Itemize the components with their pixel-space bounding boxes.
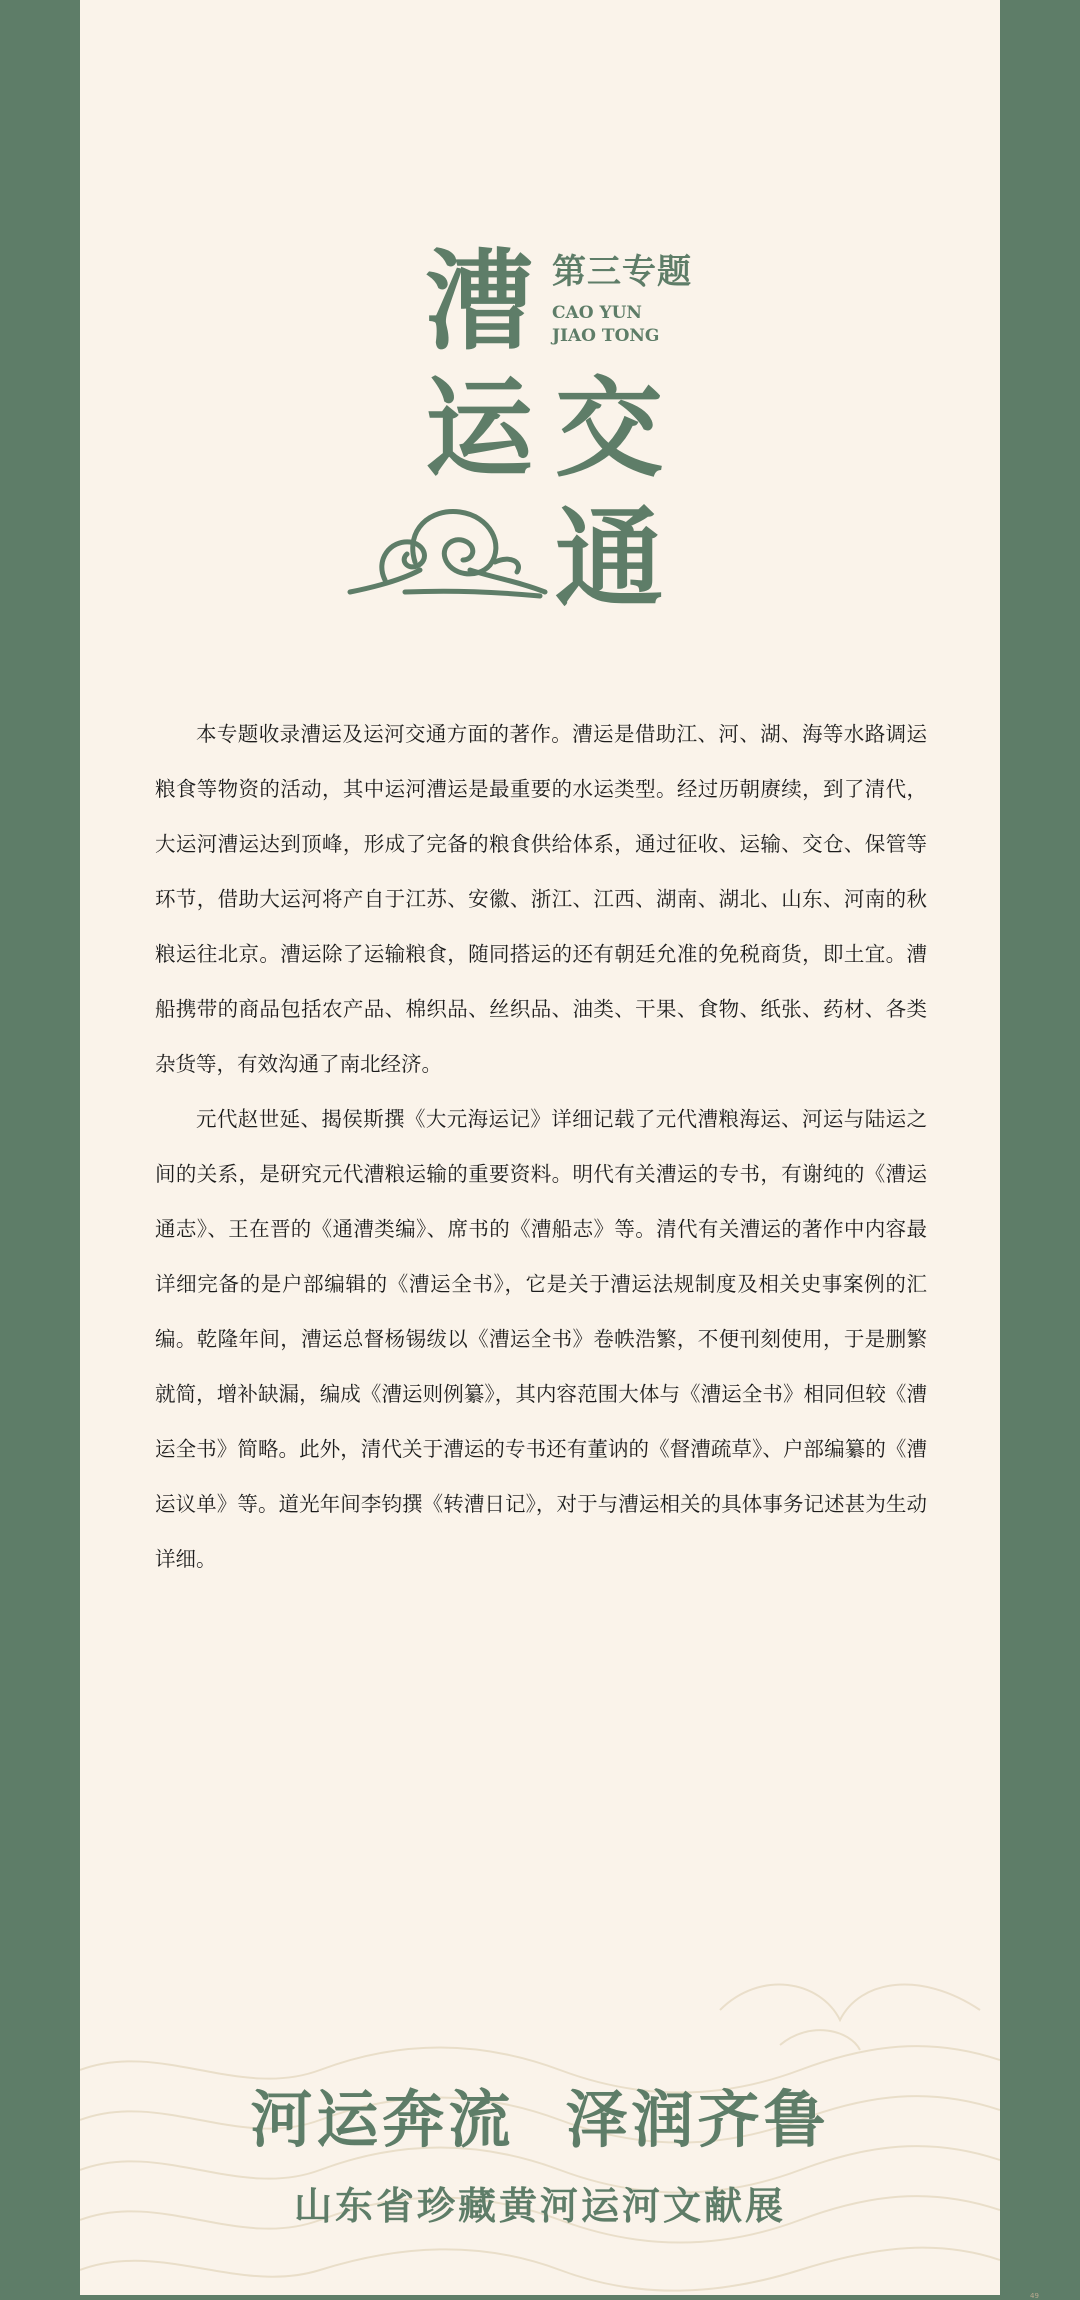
exhibition-name: 山东省珍藏黄河运河文献展	[293, 2183, 786, 2228]
topic-number-label: 第三专题	[552, 252, 692, 292]
title-char-cao: 漕	[425, 239, 534, 365]
auspicious-cloud-icon	[345, 500, 555, 600]
page-number: 49	[1030, 2292, 1039, 2300]
title-block	[80, 0, 1000, 640]
pinyin-title	[552, 302, 659, 348]
topic-description	[155, 707, 927, 1587]
pinyin-line-2: JIAO TONG	[552, 326, 660, 346]
title-char-jiao: 交	[555, 366, 664, 492]
paragraph-2: 元代赵世延、揭侯斯撰《大元海运记》详细记载了元代漕粮海运、河运与陆运之间的关系，是研究元代漕粮运输的重要资料。明代有关漕运的专书，有谢纯的《漕运通志》、王在晋的《通漕类编》、席书的《漕船志》等。清代有关漕运的著作中内容最详细完备的是户部编辑的《漕运全书》，它是关于漕运法规制度及相关史事案例的汇编。乾隆年间，漕运总督杨锡绂以《漕运全书》卷帙浩繁，不便刊刻使用，于是删繁就简，增补缺漏，编成《漕运则例纂》，其内容范围大体与《漕运全书》相同但较《漕运全书》简略。此外，清代关于漕运的专书还有董讷的《督漕疏草》、户部编纂的《漕运议单》等。道光年间李钧撰《转漕日记》，对于与漕运相关的具体事务记述甚为生动详细。	[155, 1107, 927, 1571]
exhibit-panel	[80, 0, 1000, 2295]
exhibition-slogan: 河运奔流 泽润齐鲁	[250, 2083, 830, 2156]
pinyin-line-1: CAO YUN	[552, 303, 642, 323]
title-char-tong: 通	[555, 496, 664, 622]
title-char-yun: 运	[425, 366, 534, 492]
paragraph-1: 本专题收录漕运及运河交通方面的著作。漕运是借助江、河、湖、海等水路调运粮食等物资的活动，其中运河漕运是最重要的水运类型。经过历朝赓续，到了清代，大运河漕运达到顶峰，形成了完备的粮食供给体系，通过征收、运输、交仓、保管等环节，借助大运河将产自于江苏、安徽、浙江、江西、湖南、湖北、山东、河南的秋粮运往北京。漕运除了运输粮食，随同搭运的还有朝廷允准的免税商货，即土宜。漕船携带的商品包括农产品、棉织品、丝织品、油类、干果、食物、纸张、药材、各类杂货等，有效沟通了南北经济。	[155, 722, 927, 1076]
